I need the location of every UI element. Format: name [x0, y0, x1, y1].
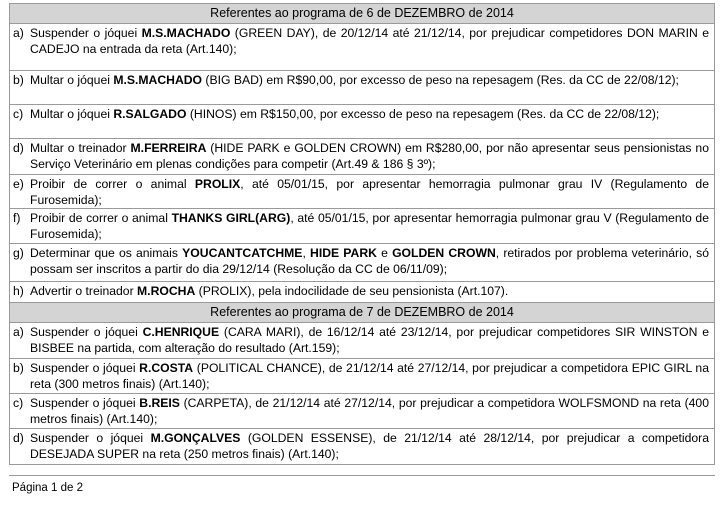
- item-text: Suspender o jóquei: [30, 325, 143, 339]
- rule-item: [9, 394, 715, 429]
- item-text: (HIDE PARK e GOLDEN CROWN) em R$280,00, por não apresentar seus pensionistas no Serviço Veterinário em plenas condições para competir (Art.49 & 186 § 3º);: [30, 141, 709, 171]
- item-text: Suspender o jóquei: [30, 361, 140, 375]
- item-letter: d): [13, 431, 24, 445]
- item-letter: c): [13, 396, 24, 410]
- item-letter: f): [13, 211, 21, 225]
- item-text: , retirados por problema veterinário, só possam ser inscritos a partir do dia 29/12/14 (Resolução da CC de 06/11/09);: [30, 246, 709, 276]
- item-text: Multar o jóquei: [30, 73, 114, 87]
- item-text: (HINOS) em R$150,00, por excesso de peso na repesagem (Res. da CC de 22/08/12);: [186, 107, 660, 121]
- document: [9, 3, 715, 465]
- item-letter: a): [13, 26, 24, 40]
- item-text: Proibir de correr o animal: [30, 211, 172, 225]
- item-text: Proibir de correr o animal: [30, 177, 195, 191]
- rule-item: [9, 359, 715, 394]
- rule-item: [9, 105, 715, 139]
- item-letter: a): [13, 325, 24, 339]
- horse-name: HIDE PARK: [310, 246, 377, 260]
- item-letter: d): [13, 141, 24, 155]
- item-text: (GOLDEN ESSENSE), de 21/12/14 até 28/12/14, por prejudicar a competidora DESEJADA SUPER na reta (250 metros finais) (Art.140);: [30, 431, 710, 461]
- item-text: Suspender o jóquei: [30, 431, 151, 445]
- rule-item: [9, 429, 715, 465]
- item-text: (PROLIX), pela indocilidade de seu pensionista (Art.107).: [195, 284, 509, 298]
- item-text: (GREEN DAY), de 20/12/14 até 21/12/14, por prejudicar competidores DON MARIN e CADEJO na entrada da reta (Art.140);: [30, 26, 709, 56]
- jockey-name: M.S.MACHADO: [141, 26, 231, 40]
- item-letter: b): [13, 361, 24, 375]
- item-text: Advertir o treinador: [30, 284, 138, 298]
- rule-item: [9, 244, 715, 282]
- item-text: (POLITICAL CHANCE), de 21/12/14 até 27/12/14, por prejudicar a competidora EPIC GIRL na reta (300 metros finais) (Art.140);: [30, 361, 709, 391]
- horse-name: THANKS GIRL(ARG): [171, 211, 291, 225]
- rule-item: [9, 175, 715, 209]
- jockey-name: B.REIS: [139, 396, 180, 410]
- item-letter: c): [13, 107, 24, 121]
- item-text: Suspender o jóquei: [30, 396, 140, 410]
- item-text: , até 05/01/15, por apresentar hemorragia pulmonar grau IV (Regulamento de Furosemida);: [30, 177, 709, 207]
- horse-name: YOUCANTCATCHME: [182, 246, 303, 260]
- item-letter: g): [13, 246, 24, 260]
- trainer-name: M.FERREIRA: [130, 141, 207, 155]
- item-letter: h): [13, 284, 24, 298]
- item-text: (CARA MARI), de 16/12/14 até 23/12/14, por prejudicar competidores SIR WINSTON e BISBEE na partida, com alteração do resultado (Art.159);: [30, 325, 709, 355]
- trainer-name: M.ROCHA: [137, 284, 196, 298]
- rule-item: [9, 209, 715, 244]
- item-text: , até 05/01/15, por apresentar hemorragia pulmonar grau V (Regulamento de Furosemida);: [30, 211, 709, 241]
- jockey-name: C.HENRIQUE: [142, 325, 220, 339]
- item-text: Determinar que os animais: [30, 246, 183, 260]
- item-letter: b): [13, 73, 24, 87]
- jockey-name: R.COSTA: [139, 361, 194, 375]
- item-text: ,: [302, 246, 311, 260]
- jockey-name: M.GONÇALVES: [150, 431, 241, 445]
- rule-item: [9, 323, 715, 359]
- section-header-dec-7: Referentes ao programa de 7 de DEZEMBRO de 2014: [9, 303, 715, 323]
- footer-divider: [9, 475, 715, 476]
- item-letter: e): [13, 177, 24, 191]
- rule-item: [9, 139, 715, 175]
- horse-name: PROLIX: [194, 177, 241, 191]
- rule-item: [9, 282, 715, 303]
- section-header-dec-6: Referentes ao programa de 6 de DEZEMBRO de 2014: [9, 3, 715, 24]
- item-text: (BIG BAD) em R$90,00, por excesso de peso na repesagem (Res. da CC de 22/08/12);: [202, 73, 679, 87]
- page-number: Página 1 de 2: [12, 482, 83, 494]
- item-text: Multar o treinador: [30, 141, 131, 155]
- jockey-name: R.SALGADO: [113, 107, 187, 121]
- item-text: e: [376, 246, 393, 260]
- rule-item: [9, 24, 715, 71]
- jockey-name: M.S.MACHADO: [113, 73, 203, 87]
- horse-name: GOLDEN CROWN: [392, 246, 496, 260]
- item-text: Multar o jóquei: [30, 107, 114, 121]
- item-text: (CARPETA), de 21/12/14 até 27/12/14, por prejudicar a competidora WOLFSMOND na reta (400 metros finais) (Art.140);: [30, 396, 709, 426]
- rule-item: [9, 71, 715, 105]
- item-text: Suspender o jóquei: [30, 26, 142, 40]
